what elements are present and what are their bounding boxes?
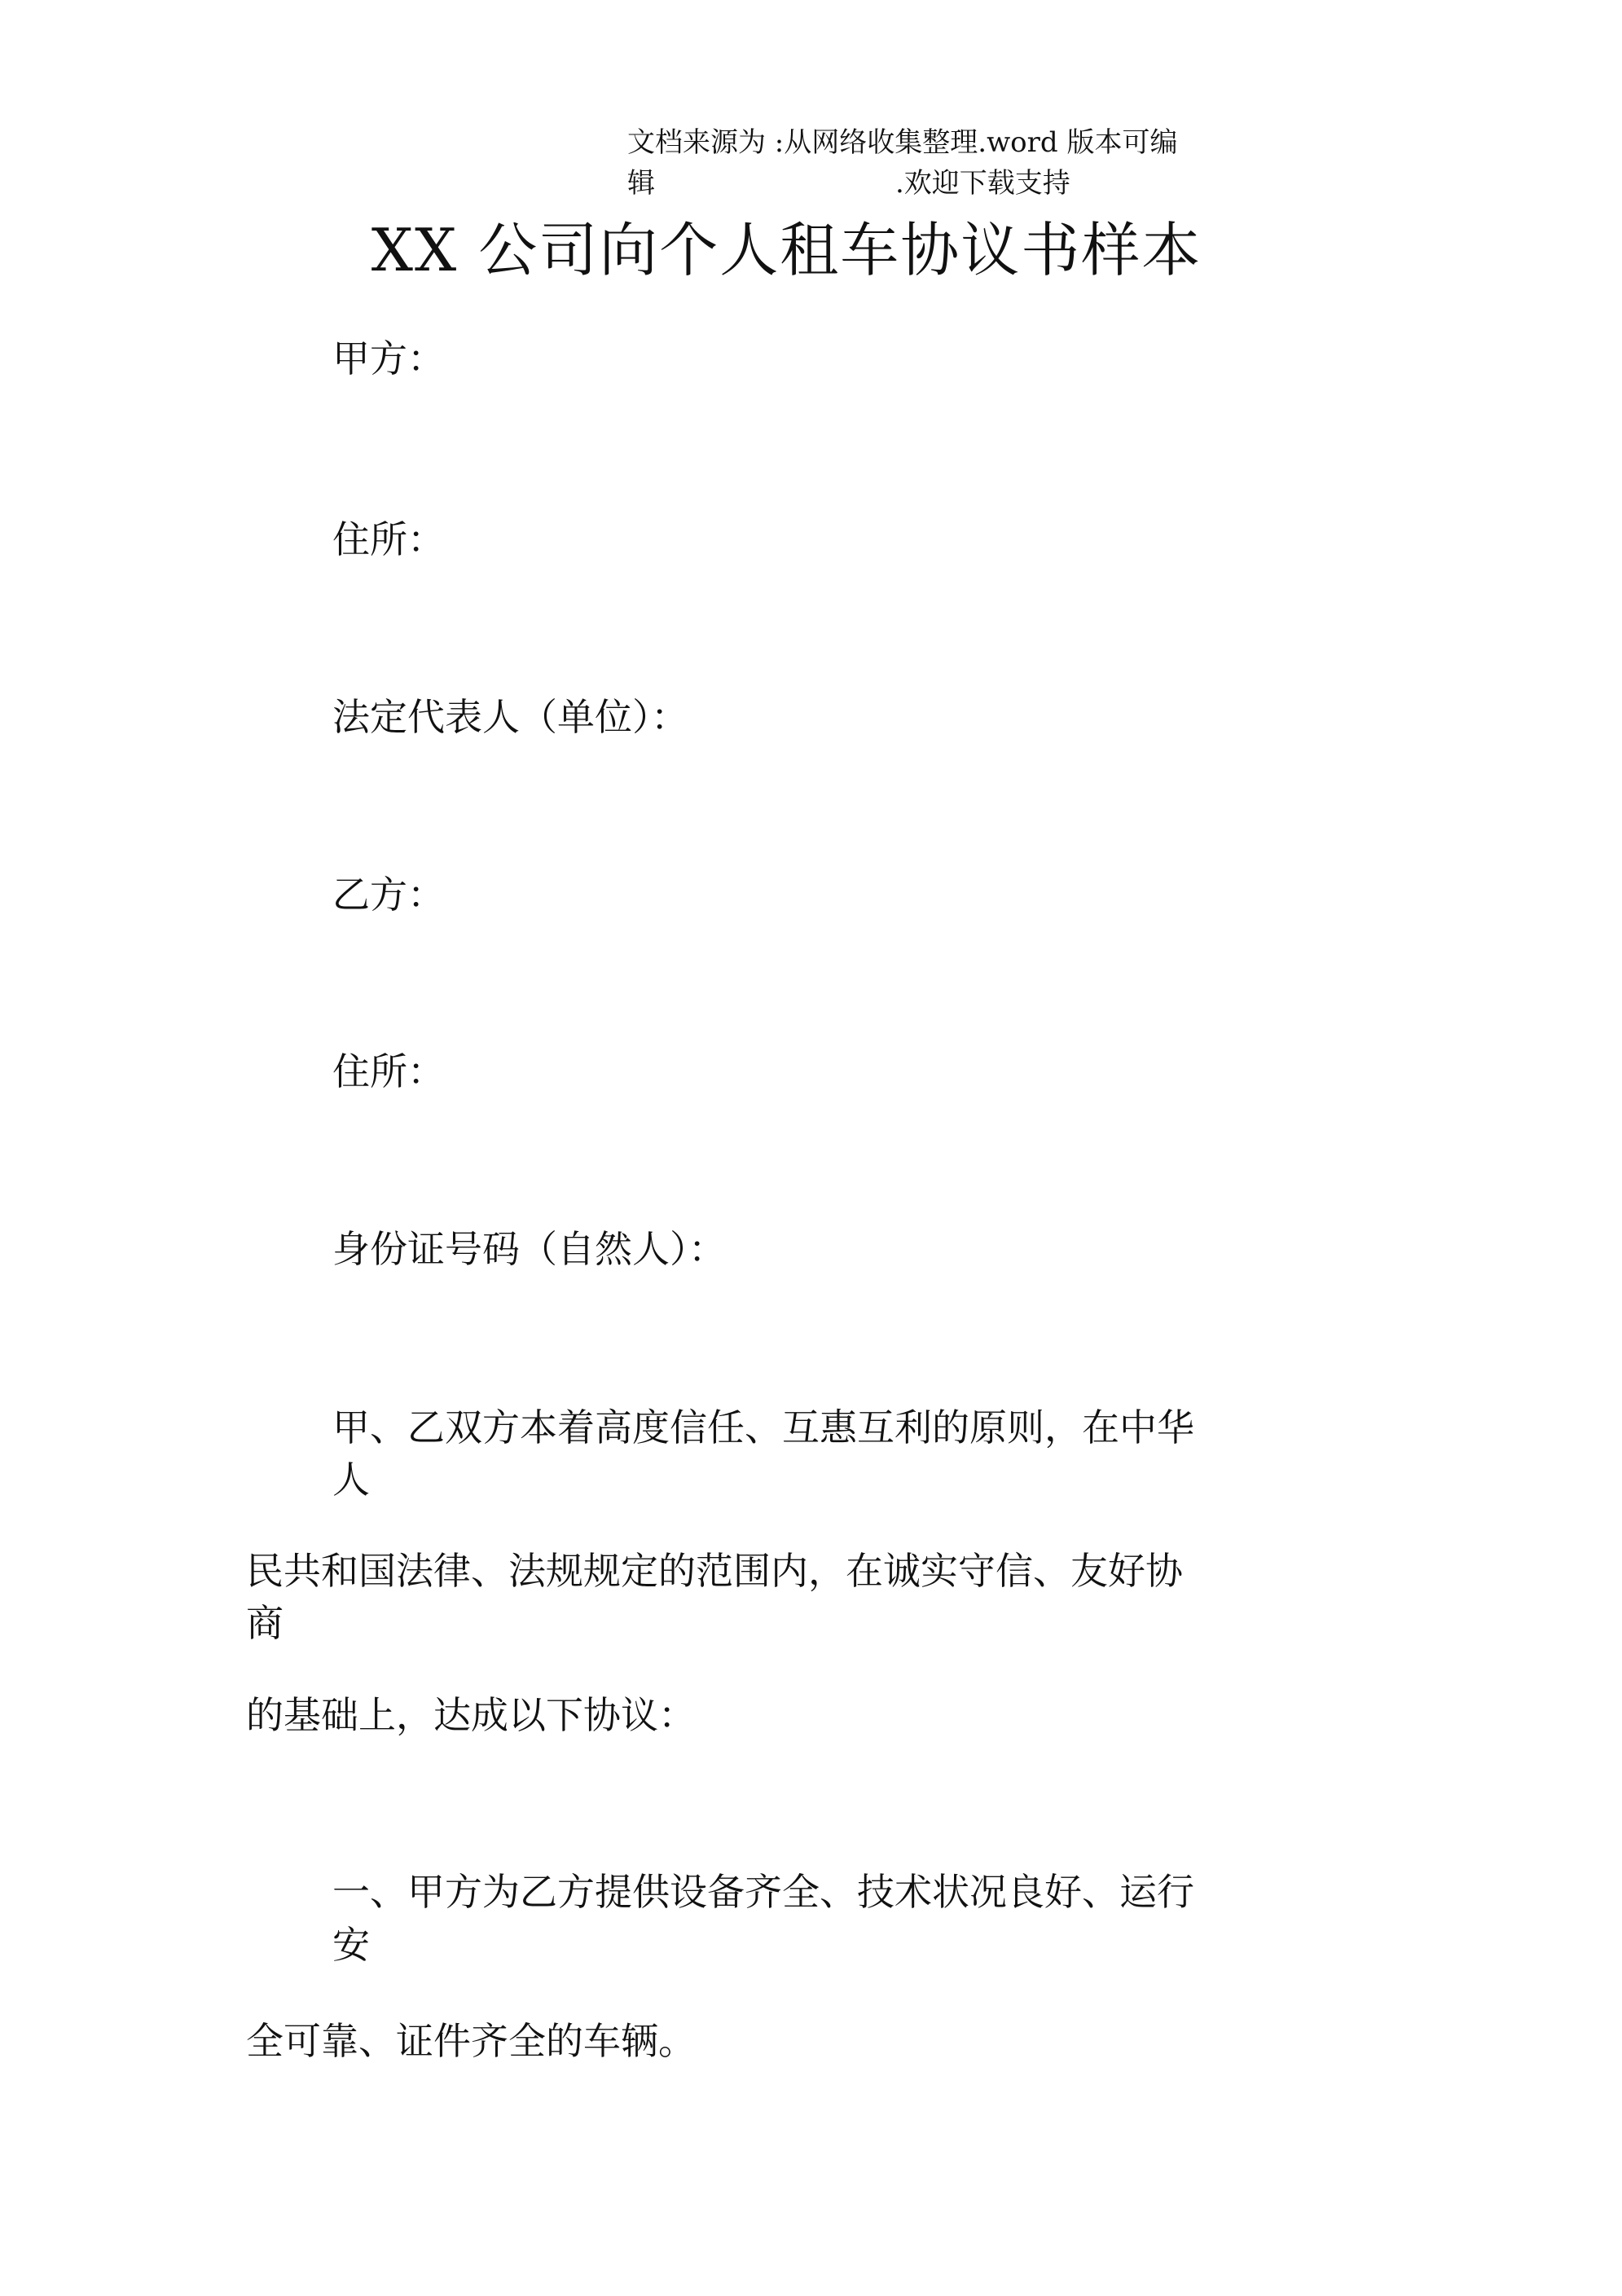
source-note-line2a: 辑: [627, 167, 655, 200]
party-b-label: 乙方：: [332, 873, 445, 917]
document-title-text: XX 公司向个人租车协议书样本: [371, 216, 1202, 284]
party-a-label: 甲方：: [332, 336, 445, 380]
clause1-line1: 一、甲方为乙方提供设备齐全、技术状况良好、运行: [332, 1870, 1194, 1914]
clause1-line2: 全可靠、证件齐全的车辆。: [246, 2019, 696, 2063]
preamble-line1: 甲、乙双方本着高度信任、互惠互利的原则，在中华: [332, 1405, 1194, 1449]
source-note: [627, 122, 1177, 204]
address-b-label: 住所：: [332, 1049, 445, 1093]
source-note-line1: 文档来源为 :从网络收集整理.word 版本可编: [627, 126, 1178, 159]
clause1-line1-wrap: 安: [332, 1923, 370, 1967]
legal-representative-label: 法定代表人（单位）：: [332, 695, 688, 739]
address-a-label: 住所：: [332, 517, 445, 561]
document-title: [0, 213, 1622, 287]
source-note-line2: [627, 163, 1177, 204]
preamble-line2: 民共和国法律、法规规定的范围内，在诚实守信、友好协: [246, 1549, 1183, 1593]
preamble-line2-wrap: 商: [246, 1601, 284, 1645]
preamble-line3: 的基础上，达成以下协议：: [246, 1693, 696, 1737]
preamble-line1-wrap: 人: [332, 1458, 370, 1502]
id-number-label: 身份证号码（自然人）：: [332, 1227, 726, 1271]
source-note-line2b: .欢迎下载支持: [895, 167, 1070, 200]
